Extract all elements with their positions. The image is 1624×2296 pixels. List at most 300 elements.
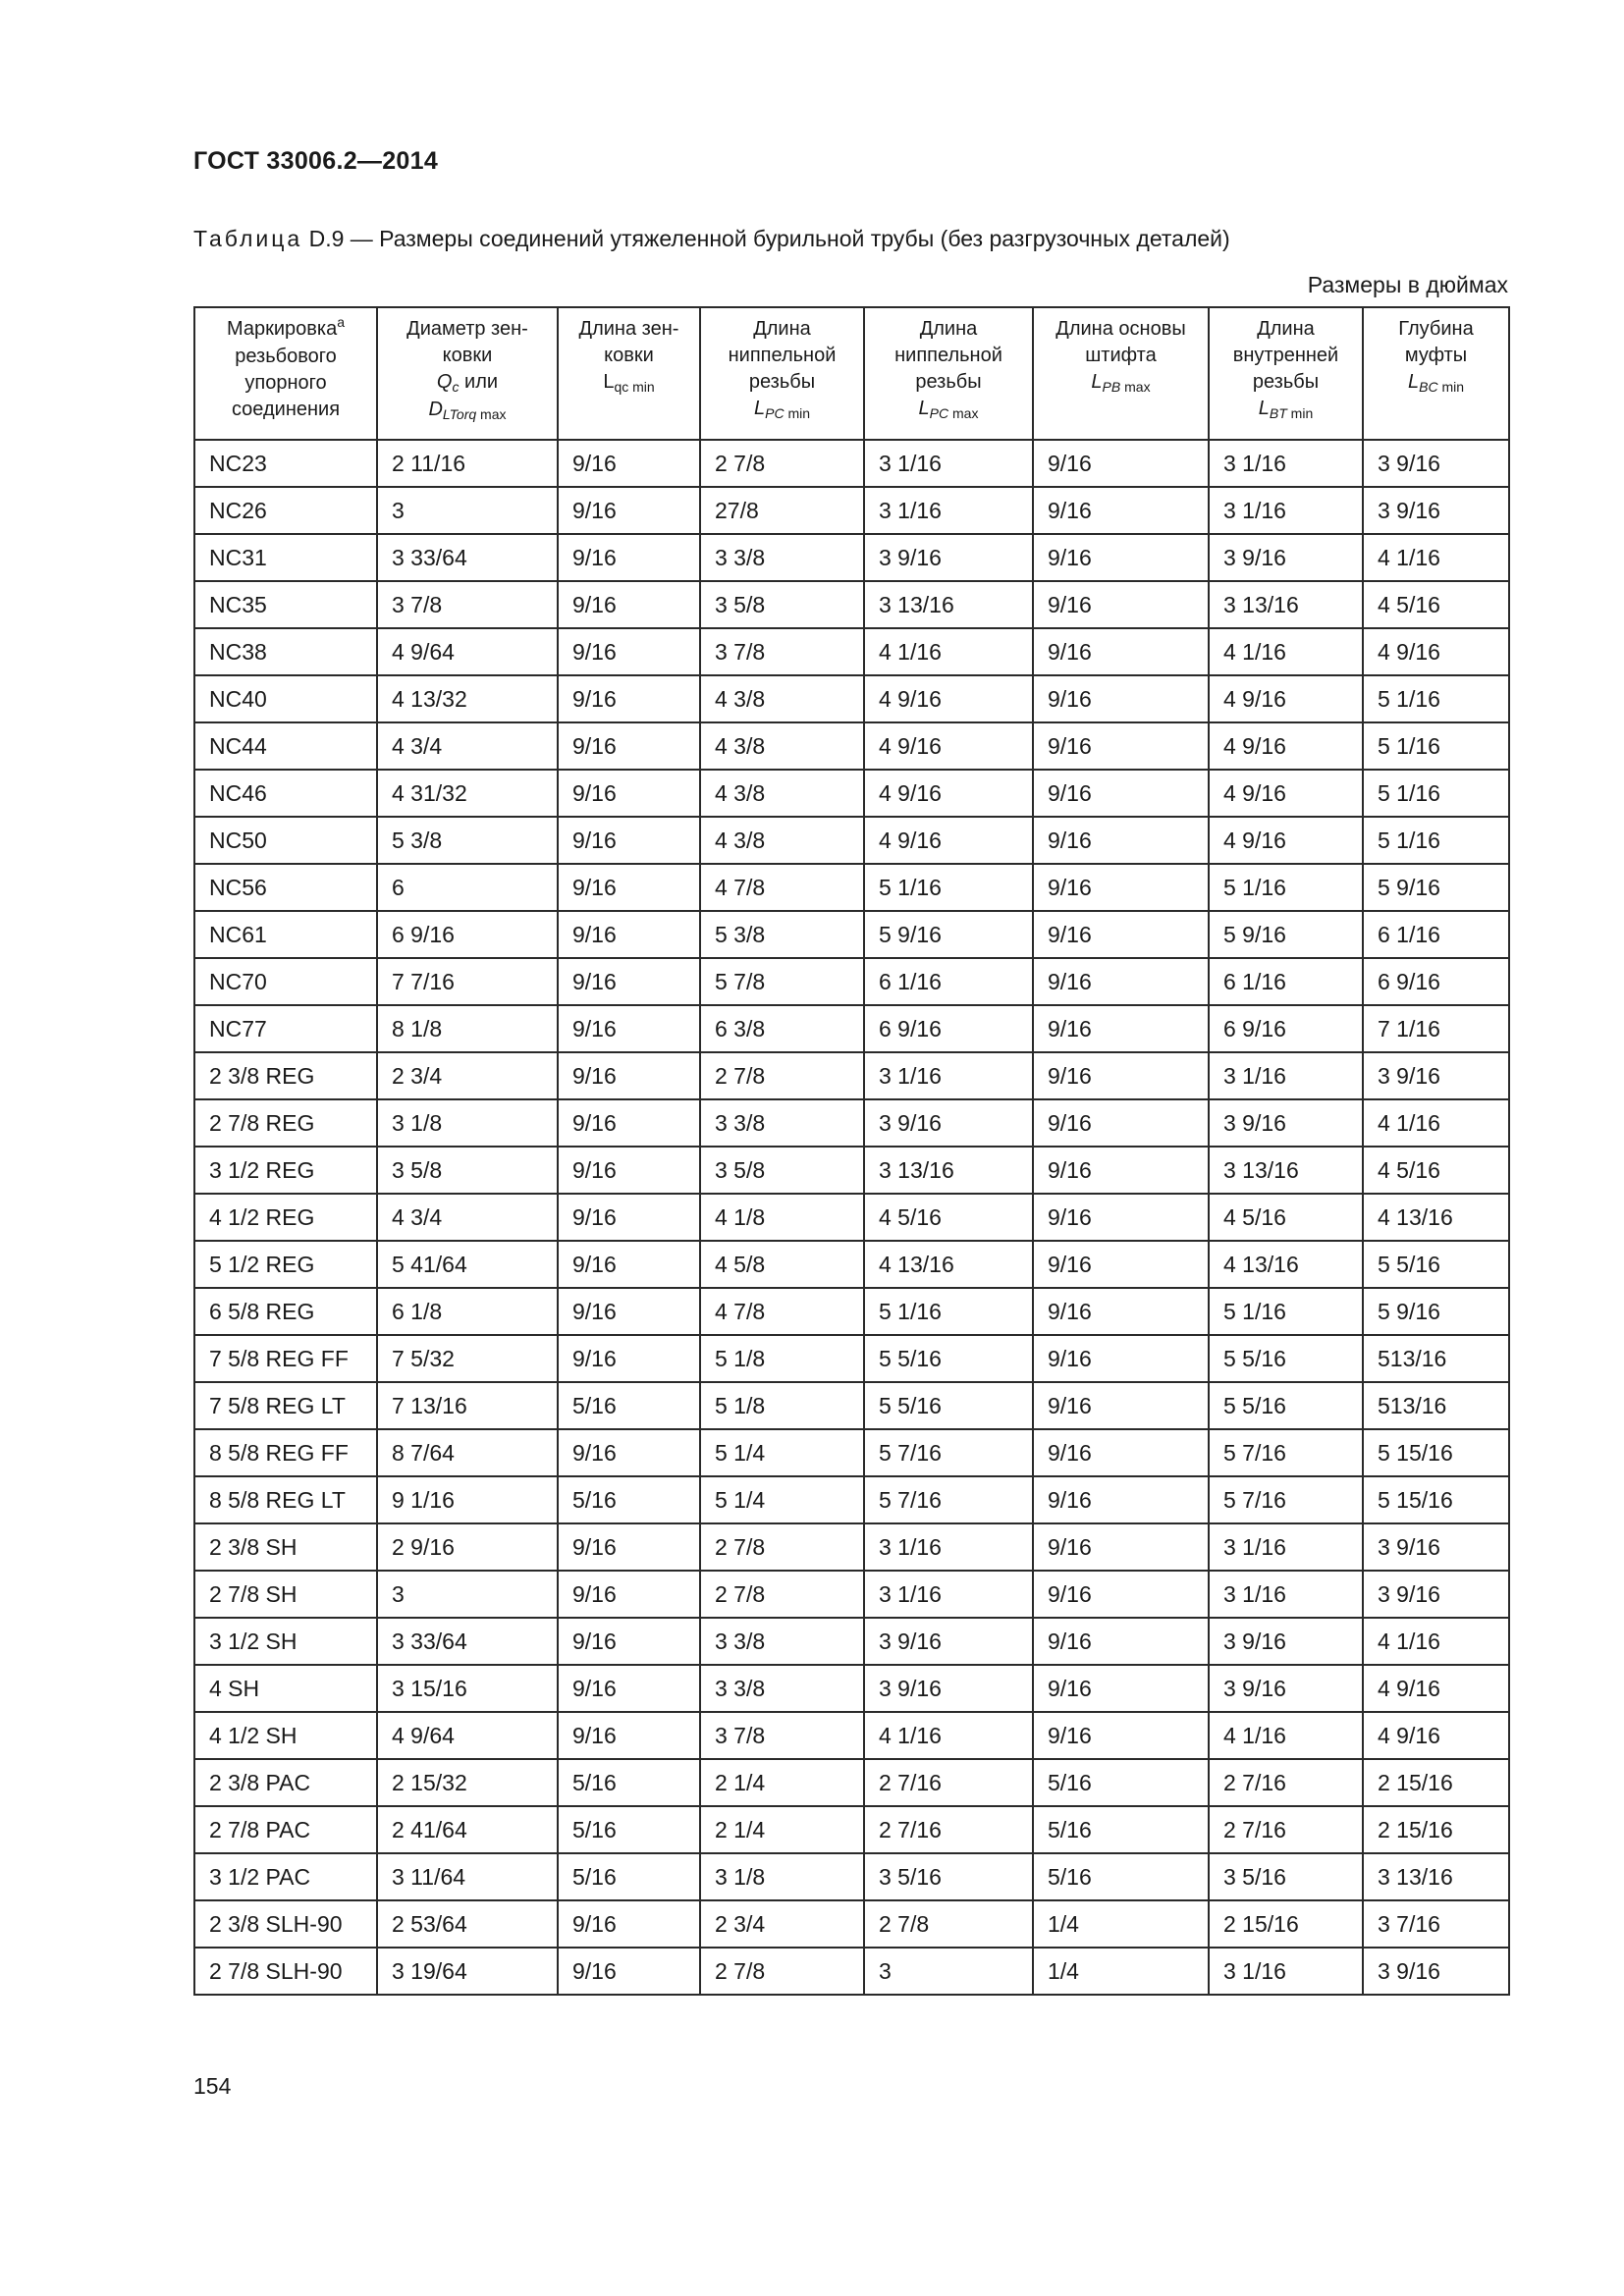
- table-cell: 6 1/16: [864, 958, 1033, 1005]
- table-cell: 4 7/8: [700, 864, 864, 911]
- table-cell: 5 5/16: [864, 1382, 1033, 1429]
- table-cell: 5/16: [1033, 1853, 1209, 1900]
- col-header-line: ковки: [442, 345, 493, 366]
- table-cell: 9/16: [558, 1571, 700, 1618]
- table-cell: 6 3/8: [700, 1005, 864, 1052]
- connection-cell: 2 7/8 PAC: [194, 1806, 377, 1853]
- table-cell: 5 5/16: [864, 1335, 1033, 1382]
- table-cell: 5 1/4: [700, 1429, 864, 1476]
- table-cell: 3 15/16: [377, 1665, 558, 1712]
- col-header-line: Диаметр зен-: [406, 318, 528, 340]
- table-body: [194, 440, 1509, 1995]
- table-cell: 4 5/16: [1363, 581, 1509, 628]
- table-cell: 9/16: [558, 1948, 700, 1995]
- table-cell: 4 9/16: [864, 770, 1033, 817]
- table-cell: 2 11/16: [377, 440, 558, 487]
- table-cell: 5 3/8: [377, 817, 558, 864]
- table-cell: 2 15/32: [377, 1759, 558, 1806]
- col-header-line: муфты: [1404, 345, 1468, 366]
- table-cell: 4 1/16: [1209, 1712, 1363, 1759]
- table-cell: 3 33/64: [377, 1618, 558, 1665]
- table-cell: 3 5/8: [700, 1147, 864, 1194]
- col-header-symbol: L: [1258, 398, 1270, 419]
- table-cell: 2 53/64: [377, 1900, 558, 1948]
- table-cell: 9/16: [558, 1665, 700, 1712]
- table-row: [194, 675, 1509, 722]
- table-cell: 7 13/16: [377, 1382, 558, 1429]
- table-cell: 5 7/8: [700, 958, 864, 1005]
- connection-cell: NC77: [194, 1005, 377, 1052]
- table-row: [194, 911, 1509, 958]
- table-row: [194, 1147, 1509, 1194]
- table-cell: 4 5/16: [1363, 1147, 1509, 1194]
- table-cell: 9/16: [558, 1712, 700, 1759]
- table-row: [194, 1712, 1509, 1759]
- table-cell: 2 41/64: [377, 1806, 558, 1853]
- table-cell: 9/16: [1033, 1712, 1209, 1759]
- table-cell: 9/16: [558, 958, 700, 1005]
- table-cell: 3 9/16: [1363, 487, 1509, 534]
- table-cell: 4 3/8: [700, 675, 864, 722]
- table-cell: 2 15/16: [1363, 1806, 1509, 1853]
- col-header-symbol-sub: LTorq: [442, 406, 477, 422]
- col-header-line: Глубина: [1398, 318, 1474, 340]
- table-cell: 5 1/8: [700, 1382, 864, 1429]
- table-cell: 2 7/8: [864, 1900, 1033, 1948]
- table-cell: 9/16: [558, 817, 700, 864]
- col-header-line: Длина: [753, 318, 811, 340]
- table-cell: 9/16: [558, 1288, 700, 1335]
- table-cell: 3 1/16: [864, 487, 1033, 534]
- table-cell: 9/16: [1033, 1288, 1209, 1335]
- table-cell: 9/16: [1033, 1335, 1209, 1382]
- table-cell: 3 1/16: [1209, 440, 1363, 487]
- table-cell: 5 15/16: [1363, 1476, 1509, 1523]
- col-header-symbol-sub: PB: [1102, 379, 1121, 395]
- table-cell: 9/16: [1033, 440, 1209, 487]
- dimensions-table: [193, 306, 1510, 1996]
- table-cell: 5 5/16: [1363, 1241, 1509, 1288]
- connection-cell: NC50: [194, 817, 377, 864]
- document-header: ГОСТ 33006.2—2014: [193, 147, 439, 175]
- table-cell: 6 9/16: [1209, 1005, 1363, 1052]
- table-cell: 9/16: [558, 1099, 700, 1147]
- table-cell: 4 13/32: [377, 675, 558, 722]
- table-cell: 3 1/16: [1209, 1948, 1363, 1995]
- col-header-symbol: L: [1407, 371, 1420, 393]
- table-cell: 9/16: [1033, 864, 1209, 911]
- table-cell: 5 1/16: [1209, 1288, 1363, 1335]
- table-cell: 9/16: [558, 770, 700, 817]
- table-cell: 9/16: [558, 1147, 700, 1194]
- col-header-line: внутренней: [1232, 345, 1339, 366]
- table-cell: 9/16: [1033, 1665, 1209, 1712]
- col-header-connector: или: [459, 371, 499, 393]
- table-cell: 9/16: [558, 487, 700, 534]
- connection-cell: NC23: [194, 440, 377, 487]
- footnote-mark: a: [337, 314, 346, 330]
- connection-cell: NC38: [194, 628, 377, 675]
- table-cell: 9/16: [1033, 1194, 1209, 1241]
- col-header-symbol-sub: qc min: [614, 379, 655, 395]
- table-cell: 3 1/16: [1209, 1052, 1363, 1099]
- col-header-symbol-sub-tail: max: [948, 405, 979, 421]
- table-cell: 5 9/16: [1363, 1288, 1509, 1335]
- table-cell: 3 9/16: [1209, 1665, 1363, 1712]
- col-header-line: упорного: [244, 372, 327, 394]
- table-cell: 9/16: [1033, 1099, 1209, 1147]
- table-cell: 4 13/16: [1209, 1241, 1363, 1288]
- table-row: [194, 534, 1509, 581]
- table-cell: 9/16: [558, 1429, 700, 1476]
- table-cell: 9/16: [1033, 1241, 1209, 1288]
- connection-cell: NC46: [194, 770, 377, 817]
- table-cell: 8 1/8: [377, 1005, 558, 1052]
- col-header-symbol-sub-tail: max: [1120, 379, 1151, 395]
- table-cell: 4 9/64: [377, 628, 558, 675]
- connection-cell: 2 3/8 SLH-90: [194, 1900, 377, 1948]
- connection-cell: 2 7/8 REG: [194, 1099, 377, 1147]
- table-cell: 3 19/64: [377, 1948, 558, 1995]
- table-cell: 9/16: [558, 1052, 700, 1099]
- table-cell: 5 5/16: [1209, 1382, 1363, 1429]
- table-cell: 9/16: [1033, 1429, 1209, 1476]
- table-row: [194, 487, 1509, 534]
- table-cell: 3 7/8: [700, 628, 864, 675]
- table-cell: 5 9/16: [864, 911, 1033, 958]
- table-cell: 3 9/16: [1209, 534, 1363, 581]
- connection-cell: 3 1/2 PAC: [194, 1853, 377, 1900]
- table-cell: 5 7/16: [864, 1429, 1033, 1476]
- table-cell: 3 9/16: [864, 1099, 1033, 1147]
- table-cell: 2 15/16: [1209, 1900, 1363, 1948]
- table-cell: 2 1/4: [700, 1759, 864, 1806]
- table-cell: 3 7/8: [377, 581, 558, 628]
- table-cell: 9/16: [1033, 1618, 1209, 1665]
- table-cell: 3 13/16: [864, 1147, 1033, 1194]
- col-header-pin-base: [1033, 307, 1209, 440]
- table-cell: 4 1/16: [864, 1712, 1033, 1759]
- table-cell: 2 7/8: [700, 1948, 864, 1995]
- table-cell: 4 31/32: [377, 770, 558, 817]
- table-cell: 3 1/8: [700, 1853, 864, 1900]
- table-cell: 9/16: [558, 1005, 700, 1052]
- table-cell: 5 1/16: [1363, 817, 1509, 864]
- table-cell: 1/4: [1033, 1948, 1209, 1995]
- table-row: [194, 1335, 1509, 1382]
- table-cell: 6 9/16: [864, 1005, 1033, 1052]
- table-cell: 2 7/8: [700, 1571, 864, 1618]
- table-cell: 6 1/16: [1209, 958, 1363, 1005]
- table-cell: 4 1/16: [864, 628, 1033, 675]
- table-cell: 3 1/16: [864, 1523, 1033, 1571]
- table-cell: 9/16: [558, 440, 700, 487]
- table-cell: 3 3/8: [700, 534, 864, 581]
- table-cell: 5/16: [558, 1806, 700, 1853]
- table-cell: 5 1/16: [864, 864, 1033, 911]
- table-cell: 9/16: [1033, 770, 1209, 817]
- table-cell: 2 7/16: [1209, 1759, 1363, 1806]
- table-cell: 6 1/8: [377, 1288, 558, 1335]
- table-cell: 3 1/16: [864, 440, 1033, 487]
- table-cell: 4 3/4: [377, 1194, 558, 1241]
- table-cell: 9/16: [558, 1241, 700, 1288]
- table-cell: 3 13/16: [1209, 1147, 1363, 1194]
- table-cell: 513/16: [1363, 1335, 1509, 1382]
- table-cell: 9/16: [1033, 1476, 1209, 1523]
- table-cell: 3 7/16: [1363, 1900, 1509, 1948]
- table-cell: 3 1/16: [1209, 487, 1363, 534]
- table-cell: 6 9/16: [1363, 958, 1509, 1005]
- table-cell: 4 9/16: [1209, 770, 1363, 817]
- table-cell: 27/8: [700, 487, 864, 534]
- table-row: [194, 628, 1509, 675]
- table-row: [194, 1948, 1509, 1995]
- table-cell: 4 9/16: [864, 722, 1033, 770]
- table-cell: 4 9/16: [1363, 1712, 1509, 1759]
- table-cell: 2 7/8: [700, 1052, 864, 1099]
- table-cell: 5 15/16: [1363, 1429, 1509, 1476]
- table-cell: 4 13/16: [1363, 1194, 1509, 1241]
- table-cell: 5 7/16: [1209, 1476, 1363, 1523]
- table-cell: 4 3/8: [700, 817, 864, 864]
- table-cell: 9/16: [1033, 675, 1209, 722]
- table-cell: 9/16: [558, 1618, 700, 1665]
- col-header-connection: [194, 307, 377, 440]
- table-cell: 3: [377, 1571, 558, 1618]
- table-row: [194, 1759, 1509, 1806]
- table-cell: 3: [377, 487, 558, 534]
- table-cell: 2 7/8: [700, 1523, 864, 1571]
- table-row: [194, 1241, 1509, 1288]
- col-header-symbol: L: [753, 398, 766, 419]
- table-cell: 4 1/16: [1363, 1099, 1509, 1147]
- table-cell: 3 13/16: [864, 581, 1033, 628]
- table-cell: 9/16: [558, 1194, 700, 1241]
- table-cell: 9/16: [1033, 911, 1209, 958]
- table-cell: 3 1/16: [864, 1571, 1033, 1618]
- table-row: [194, 1288, 1509, 1335]
- connection-cell: 2 7/8 SH: [194, 1571, 377, 1618]
- table-cell: 7 7/16: [377, 958, 558, 1005]
- table-cell: 513/16: [1363, 1382, 1509, 1429]
- table-cell: 3 5/16: [864, 1853, 1033, 1900]
- connection-cell: 3 1/2 SH: [194, 1618, 377, 1665]
- table-cell: 5 1/16: [1363, 722, 1509, 770]
- table-cell: 3 3/8: [700, 1665, 864, 1712]
- table-cell: 5 3/8: [700, 911, 864, 958]
- connection-cell: 8 5/8 REG FF: [194, 1429, 377, 1476]
- table-cell: 3 9/16: [864, 1618, 1033, 1665]
- table-cell: 3 7/8: [700, 1712, 864, 1759]
- table-cell: 9/16: [558, 534, 700, 581]
- table-cell: 7 5/32: [377, 1335, 558, 1382]
- connection-cell: NC44: [194, 722, 377, 770]
- col-header-line: ниппельной: [728, 345, 837, 366]
- table-row: [194, 770, 1509, 817]
- table-cell: 2 15/16: [1363, 1759, 1509, 1806]
- table-row: [194, 1806, 1509, 1853]
- table-cell: 3 33/64: [377, 534, 558, 581]
- table-cell: 4 1/16: [1209, 628, 1363, 675]
- table-row: [194, 581, 1509, 628]
- table-cell: 4 3/8: [700, 770, 864, 817]
- table-cell: 9/16: [1033, 534, 1209, 581]
- table-cell: 9/16: [558, 911, 700, 958]
- table-cell: 2 7/8: [700, 440, 864, 487]
- col-header-line: Маркировка: [226, 318, 338, 340]
- table-cell: 9/16: [1033, 958, 1209, 1005]
- col-header-line: Длина основы: [1056, 318, 1186, 340]
- table-cell: 7 1/16: [1363, 1005, 1509, 1052]
- table-cell: 5 1/4: [700, 1476, 864, 1523]
- table-cell: 5 9/16: [1209, 911, 1363, 958]
- table-row: [194, 958, 1509, 1005]
- col-header-symbol: L: [603, 371, 615, 393]
- table-cell: 9/16: [1033, 1005, 1209, 1052]
- table-cell: 6: [377, 864, 558, 911]
- table-row: [194, 1382, 1509, 1429]
- table-cell: 4 5/16: [1209, 1194, 1363, 1241]
- table-cell: 3 9/16: [1209, 1099, 1363, 1147]
- table-cell: 4 9/16: [1209, 817, 1363, 864]
- table-cell: 3 9/16: [864, 534, 1033, 581]
- table-cell: 4 9/16: [864, 675, 1033, 722]
- table-cell: 9/16: [558, 581, 700, 628]
- table-cell: 5 41/64: [377, 1241, 558, 1288]
- table-row: [194, 1853, 1509, 1900]
- table-row: [194, 1099, 1509, 1147]
- table-row: [194, 1900, 1509, 1948]
- table-cell: 5 1/16: [1363, 675, 1509, 722]
- table-cell: 9/16: [558, 1335, 700, 1382]
- col-header-symbol: D: [428, 399, 443, 420]
- table-cell: 8 7/64: [377, 1429, 558, 1476]
- col-header-symbol-sub: BC: [1419, 379, 1438, 395]
- table-cell: 3 5/16: [1209, 1853, 1363, 1900]
- table-cell: 4 9/16: [1209, 722, 1363, 770]
- connection-cell: 4 1/2 REG: [194, 1194, 377, 1241]
- page-number: 154: [193, 2073, 232, 2099]
- table-cell: 2 9/16: [377, 1523, 558, 1571]
- col-header-symbol: Q: [436, 371, 453, 393]
- table-cell: 9 1/16: [377, 1476, 558, 1523]
- col-header-symbol-sub: c: [452, 379, 460, 395]
- col-header-line: резьбы: [915, 371, 982, 393]
- table-cell: 2 7/16: [864, 1806, 1033, 1853]
- table-cell: 9/16: [1033, 581, 1209, 628]
- table-row: [194, 1005, 1509, 1052]
- connection-cell: 2 3/8 PAC: [194, 1759, 377, 1806]
- col-header-symbol-sub-tail: min: [784, 405, 811, 421]
- table-cell: 5 1/16: [1363, 770, 1509, 817]
- table-cell: 4 3/8: [700, 722, 864, 770]
- table-cell: 9/16: [558, 1900, 700, 1948]
- table-cell: 4 1/8: [700, 1194, 864, 1241]
- table-cell: 5/16: [1033, 1806, 1209, 1853]
- table-cell: 3 9/16: [1363, 1523, 1509, 1571]
- table-cell: 3 1/16: [1209, 1571, 1363, 1618]
- table-cell: 4 13/16: [864, 1241, 1033, 1288]
- table-cell: 6 9/16: [377, 911, 558, 958]
- table-row: [194, 864, 1509, 911]
- table-cell: 3 1/16: [1209, 1523, 1363, 1571]
- col-header-pin-thread-max: [864, 307, 1033, 440]
- table-row: [194, 1052, 1509, 1099]
- table-cell: 9/16: [1033, 1571, 1209, 1618]
- table-cell: 4 5/8: [700, 1241, 864, 1288]
- table-cell: 9/16: [558, 864, 700, 911]
- table-cell: 5 1/16: [864, 1288, 1033, 1335]
- table-cell: 4 9/16: [1363, 1665, 1509, 1712]
- table-cell: 3 9/16: [1363, 1571, 1509, 1618]
- col-header-line: Длина зен-: [578, 318, 679, 340]
- col-header-box-thread: [1209, 307, 1363, 440]
- connection-cell: 7 5/8 REG FF: [194, 1335, 377, 1382]
- table-cell: 3 9/16: [1209, 1618, 1363, 1665]
- table-row: [194, 817, 1509, 864]
- table-header-row: [194, 307, 1509, 440]
- table-row: [194, 1618, 1509, 1665]
- connection-cell: NC56: [194, 864, 377, 911]
- table-cell: 9/16: [1033, 628, 1209, 675]
- table-caption: [193, 226, 1230, 252]
- table-cell: 3: [864, 1948, 1033, 1995]
- table-cell: 9/16: [1033, 1147, 1209, 1194]
- table-cell: 4 9/16: [1363, 628, 1509, 675]
- table-cell: 4 3/4: [377, 722, 558, 770]
- table-cell: 9/16: [1033, 722, 1209, 770]
- col-header-symbol-sub-tail: min: [1437, 379, 1465, 395]
- col-header-symbol-sub: BT: [1269, 405, 1287, 421]
- table-row: [194, 1523, 1509, 1571]
- col-header-symbol-sub: PC: [929, 405, 949, 421]
- connection-cell: 8 5/8 REG LT: [194, 1476, 377, 1523]
- table-row: [194, 1194, 1509, 1241]
- table-cell: 3 3/8: [700, 1618, 864, 1665]
- connection-cell: 3 1/2 REG: [194, 1147, 377, 1194]
- table-cell: 3 9/16: [1363, 1052, 1509, 1099]
- col-header-line: ковки: [604, 345, 654, 366]
- table-cell: 9/16: [558, 675, 700, 722]
- table-cell: 2 1/4: [700, 1806, 864, 1853]
- table-cell: 1/4: [1033, 1900, 1209, 1948]
- table-row: [194, 1665, 1509, 1712]
- table-cell: 4 1/16: [1363, 534, 1509, 581]
- connection-cell: 6 5/8 REG: [194, 1288, 377, 1335]
- units-note: Размеры в дюймах: [1307, 272, 1508, 297]
- table-cell: 4 9/16: [864, 817, 1033, 864]
- table-cell: 3 9/16: [1363, 1948, 1509, 1995]
- table-cell: 9/16: [558, 628, 700, 675]
- table-cell: 5/16: [1033, 1759, 1209, 1806]
- connection-cell: 5 1/2 REG: [194, 1241, 377, 1288]
- col-header-line: соединения: [231, 399, 341, 420]
- table-row: [194, 1476, 1509, 1523]
- connection-cell: 2 7/8 SLH-90: [194, 1948, 377, 1995]
- table-cell: 5 7/16: [864, 1476, 1033, 1523]
- connection-cell: 7 5/8 REG LT: [194, 1382, 377, 1429]
- table-caption-prefix: Таблица: [193, 226, 303, 251]
- col-header-symbol-sub-tail: max: [476, 406, 507, 422]
- col-header-line: Длина: [919, 318, 978, 340]
- table-cell: 4 9/64: [377, 1712, 558, 1759]
- table-row: [194, 1429, 1509, 1476]
- table-cell: 3 3/8: [700, 1099, 864, 1147]
- connection-cell: 4 SH: [194, 1665, 377, 1712]
- connection-cell: NC61: [194, 911, 377, 958]
- table-cell: 3 1/8: [377, 1099, 558, 1147]
